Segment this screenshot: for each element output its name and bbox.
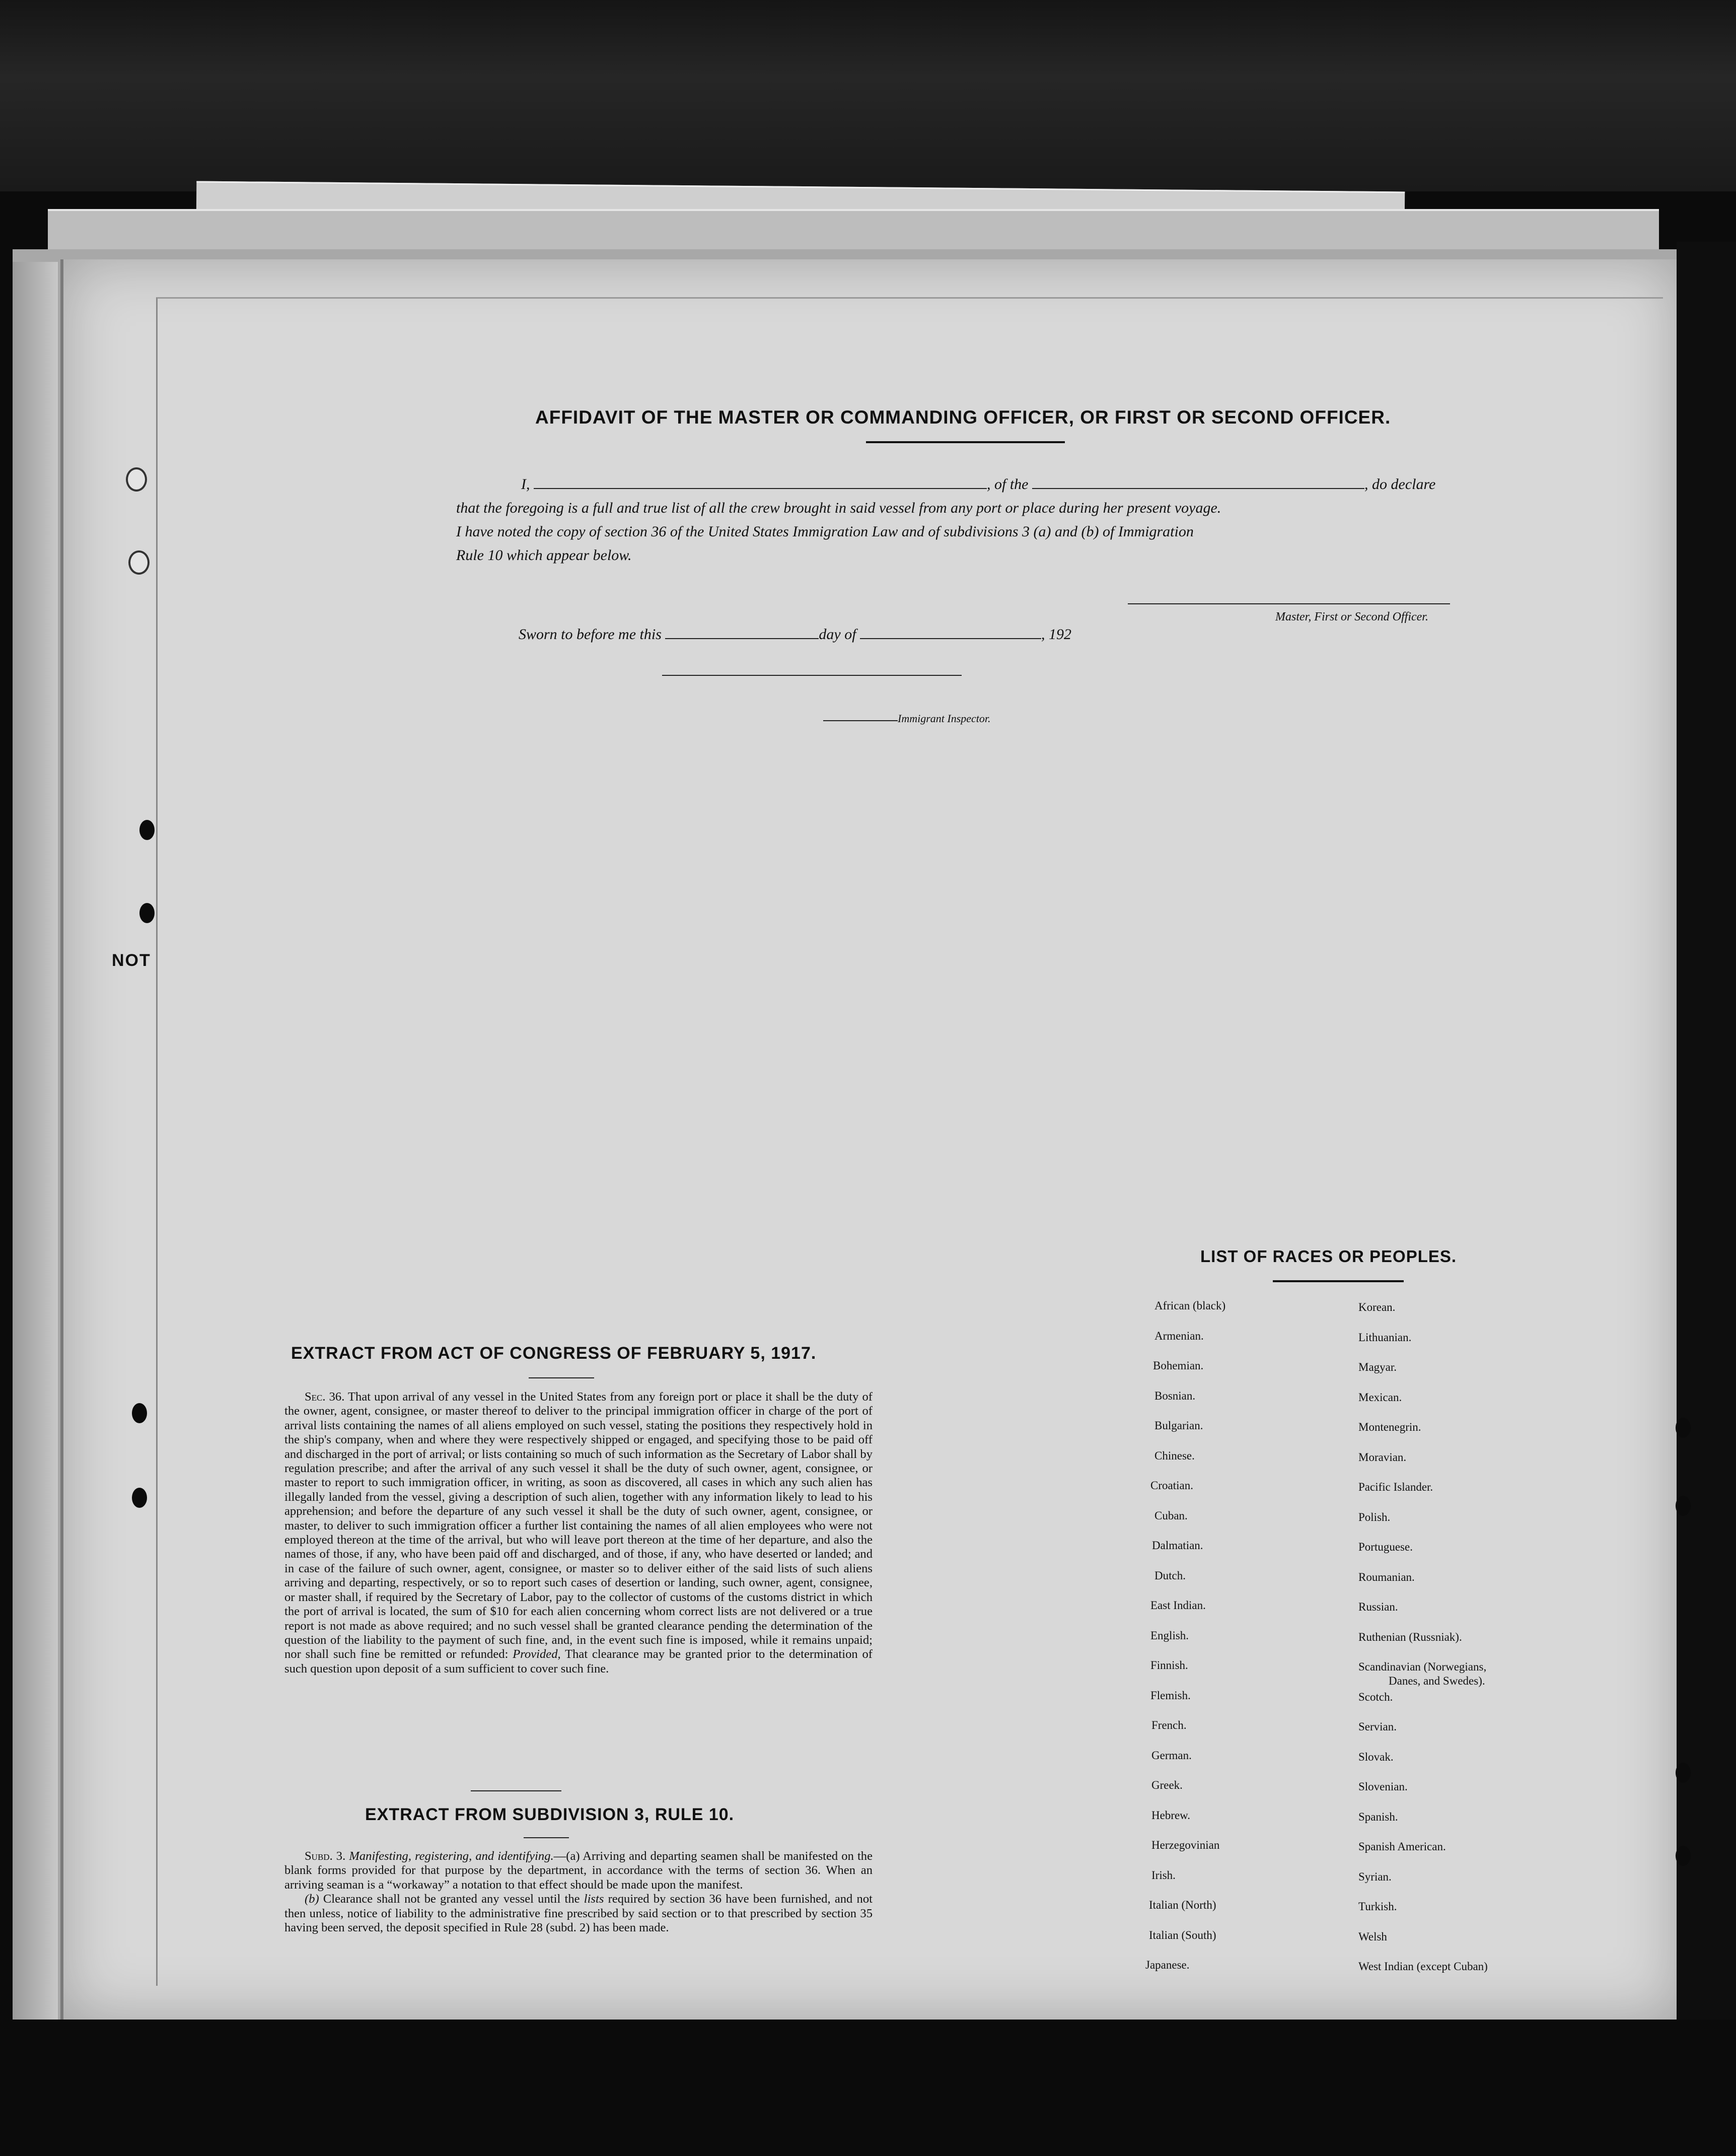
page-inner-border [156,297,1663,1986]
signature-caption: Master, First or Second Officer. [1275,610,1428,623]
race-item: Dutch. [1154,1569,1186,1582]
race-item: Syrian. [1358,1870,1392,1883]
para-b-lists: lists [584,1892,604,1906]
subdivision-label: Subd. 3. [305,1849,346,1863]
rule-extract-title: EXTRACT FROM SUBDIVISION 3, RULE 10. [365,1805,735,1824]
sworn-day-field [665,627,819,639]
race-item: French. [1151,1719,1187,1731]
race-item: Italian (South) [1149,1928,1216,1941]
vessel-prefix: , of the [987,476,1029,493]
race-item: Portuguese. [1358,1541,1413,1553]
film-background [0,0,1736,191]
race-item-continuation: Danes, and Swedes). [1389,1675,1485,1687]
races-title: LIST OF RACES OR PEOPLES. [1200,1247,1457,1266]
race-item: Polish. [1358,1510,1391,1523]
vessel-name-field [1032,477,1364,489]
race-item: Korean. [1358,1301,1396,1313]
proviso-text: That clearance may be granted prior to the determination of such question upon deposit of a sum sufficient to cover such fine. [284,1647,873,1676]
proviso-label: Provided, [513,1647,561,1661]
act-title-underline [529,1377,594,1378]
left-page-strip [13,262,58,2065]
race-item: Finnish. [1150,1659,1188,1672]
race-item: Pacific Islander. [1358,1481,1433,1493]
punch-hole [1676,1763,1691,1783]
race-item: Spanish American. [1358,1840,1446,1853]
affidavit-line-1 [521,476,1435,493]
race-item: Croatian. [1150,1479,1193,1492]
margin-label: NOT [112,951,151,970]
race-item: Flemish. [1150,1689,1191,1702]
rule-title-underline [524,1837,569,1838]
races-title-underline [1273,1280,1404,1282]
sworn-month-field [860,627,1041,639]
declare-text: , do declare [1364,476,1436,493]
race-item: Spanish. [1358,1810,1398,1823]
race-item: Cuban. [1154,1509,1188,1522]
race-item: African (black) [1154,1299,1226,1312]
para-b-text-1: Clearance shall not be granted any vessel until the [323,1892,580,1906]
subdivision-heading: Manifesting, registering, and identifying. [349,1849,554,1863]
race-item: Lithuanian. [1358,1331,1412,1344]
race-item: Roumanian. [1358,1570,1415,1583]
punch-hole [1676,1418,1691,1438]
race-item: Montenegrin. [1358,1421,1421,1433]
para-b-text-2: required by section 36 have been furnished, and not then unless, notice of liability to the administrative fine prescribed by said section or to that prescribed by section 35 having been served, the deposit specified in Rule 28 (subd. 2) has been made. [284,1892,873,1935]
race-item: Ruthenian (Russniak). [1358,1630,1462,1643]
declarant-prefix: I, [521,476,530,493]
punch-hole [132,1488,147,1508]
punch-hole [139,820,155,840]
para-a-text: Arriving and departing seamen shall be manifested on the blank forms provided for that purpose by the department, in accordance with the terms of section 36. When an arriving seaman is a “workaway” a notation to that effect should be made upon the manifest. [284,1849,873,1892]
race-item: Armenian. [1154,1329,1204,1342]
subdivision-3-text [284,1849,873,1935]
day-of-text: day of [819,626,856,643]
race-item: Hebrew. [1151,1809,1191,1822]
race-item: Scandinavian (Norwegians, [1358,1660,1487,1673]
race-item: Russian. [1358,1601,1398,1613]
race-item: East Indian. [1150,1599,1206,1612]
inspector-caption-line [823,720,898,721]
act-extract-title: EXTRACT FROM ACT OF CONGRESS OF FEBRUARY 5, 1917. [291,1344,817,1363]
section-36-text [284,1390,873,1676]
race-item: Herzegovinian [1151,1839,1220,1851]
section-label: Sec. 36. [305,1390,345,1404]
race-item: Irish. [1151,1868,1176,1882]
bottom-film-edge [0,2020,1736,2156]
section-body: That upon arrival of any vessel in the United States from any foreign port or place it shall be the duty of the owner, agent, consignee, or master thereof to deliver to the principal immigration officer in charge of the port of arrival lists containing the names of all aliens employed on such vessel, stating the positions they respectively hold in the ship's company, when and where they were respectively shipped or engaged, and specifying those to be paid off and discharged in the port of arrival; or lists containing so much of such information as the Secretary of Labor shall by regulation prescribe; and after the arrival of any such vessel it shall be the duty of such owner, agent, consignee, or master to report to such immigration officer, in writing, as soon as discovered, all cases in which any such alien has illegally landed from the vessel, giving a description of such alien, together with any information likely to lead to his apprehension; and before the departure of any such vessel it shall be the duty of such owner, agent, consignee, or master, to deliver to such immigration officer a further list containing the names of all alien employees who were not employed thereon at the time of the arrival, but who will leave port thereon at the time of her departure, and also the names of those, if any, who have been paid off and discharged, and of those, if any, who have deserted or landed; and in case of the failure of such owner, agent, consignee, or master so to deliver either of the said lists of such aliens arriving and departing, respectively, or so to report such cases of desertion or landing, such owner, agent, consignee, or master shall, if required by the Secretary of Labor, pay to the collector of customs of the customs district in which the port of arrival is located, the sum of $10 for each alien concerning whom correct lists are not delivered or a true report is not made as above required; and no such vessel shall be granted clearance pending the determination of the question of the liability to the payment of such fine, and, in the event such fine is imposed, while it remains unpaid; nor shall such fine be remitted or refunded: [284,1390,873,1661]
affidavit-line-2: that the foregoing is a full and true list of all the crew brought in said vessel from any port or place during her present voyage. [456,500,1221,516]
race-item: Greek. [1151,1779,1183,1791]
inspector-caption: Immigrant Inspector. [898,712,991,725]
race-item: Japanese. [1145,1959,1190,1971]
race-item: Magyar. [1358,1361,1397,1373]
declarant-name-field [534,477,987,489]
race-item: Slovenian. [1358,1780,1408,1793]
affidavit-line-4: Rule 10 which appear below. [456,547,632,564]
race-item: Chinese. [1154,1449,1195,1462]
inspector-signature-line [662,675,962,676]
sworn-prefix: Sworn to before me this [519,626,662,643]
punch-hole [1676,1846,1691,1866]
race-item: Bohemian. [1153,1359,1204,1372]
race-item: Scotch. [1358,1690,1393,1703]
race-item: German. [1151,1749,1192,1762]
punch-hole [126,467,147,492]
race-item: Turkish. [1358,1900,1397,1913]
race-item: Slovak. [1358,1750,1394,1763]
para-a-marker: —(a) [553,1849,580,1863]
punch-hole [128,550,150,575]
year-prefix: , 192 [1041,626,1072,643]
right-film-edge [1677,242,1736,2055]
punch-hole [132,1403,147,1423]
race-item: Dalmatian. [1152,1539,1203,1552]
race-item: Bosnian. [1154,1389,1196,1402]
race-item: Bulgarian. [1154,1419,1203,1432]
punch-hole [1676,1496,1691,1516]
race-item: West Indian (except Cuban) [1358,1960,1488,1973]
para-b-marker: (b) [305,1892,319,1906]
title-underline [866,441,1065,443]
affidavit-line-3: I have noted the copy of section 36 of the United States Immigration Law and of subdivisions 3 (a) and (b) of Immigration [456,523,1194,540]
race-item: Moravian. [1358,1450,1407,1464]
race-item: Italian (North) [1149,1899,1216,1911]
race-item: Mexican. [1358,1390,1402,1404]
signature-line [1128,603,1450,604]
race-item: Welsh [1358,1930,1387,1943]
sworn-line [519,626,1071,643]
rule-divider [471,1790,561,1791]
punch-hole [139,903,155,923]
affidavit-title: AFFIDAVIT OF THE MASTER OR COMMANDING OFFICER, OR FIRST OR SECOND OFFICER. [535,407,1391,428]
race-item: English. [1150,1629,1189,1642]
race-item: Servian. [1358,1720,1397,1733]
